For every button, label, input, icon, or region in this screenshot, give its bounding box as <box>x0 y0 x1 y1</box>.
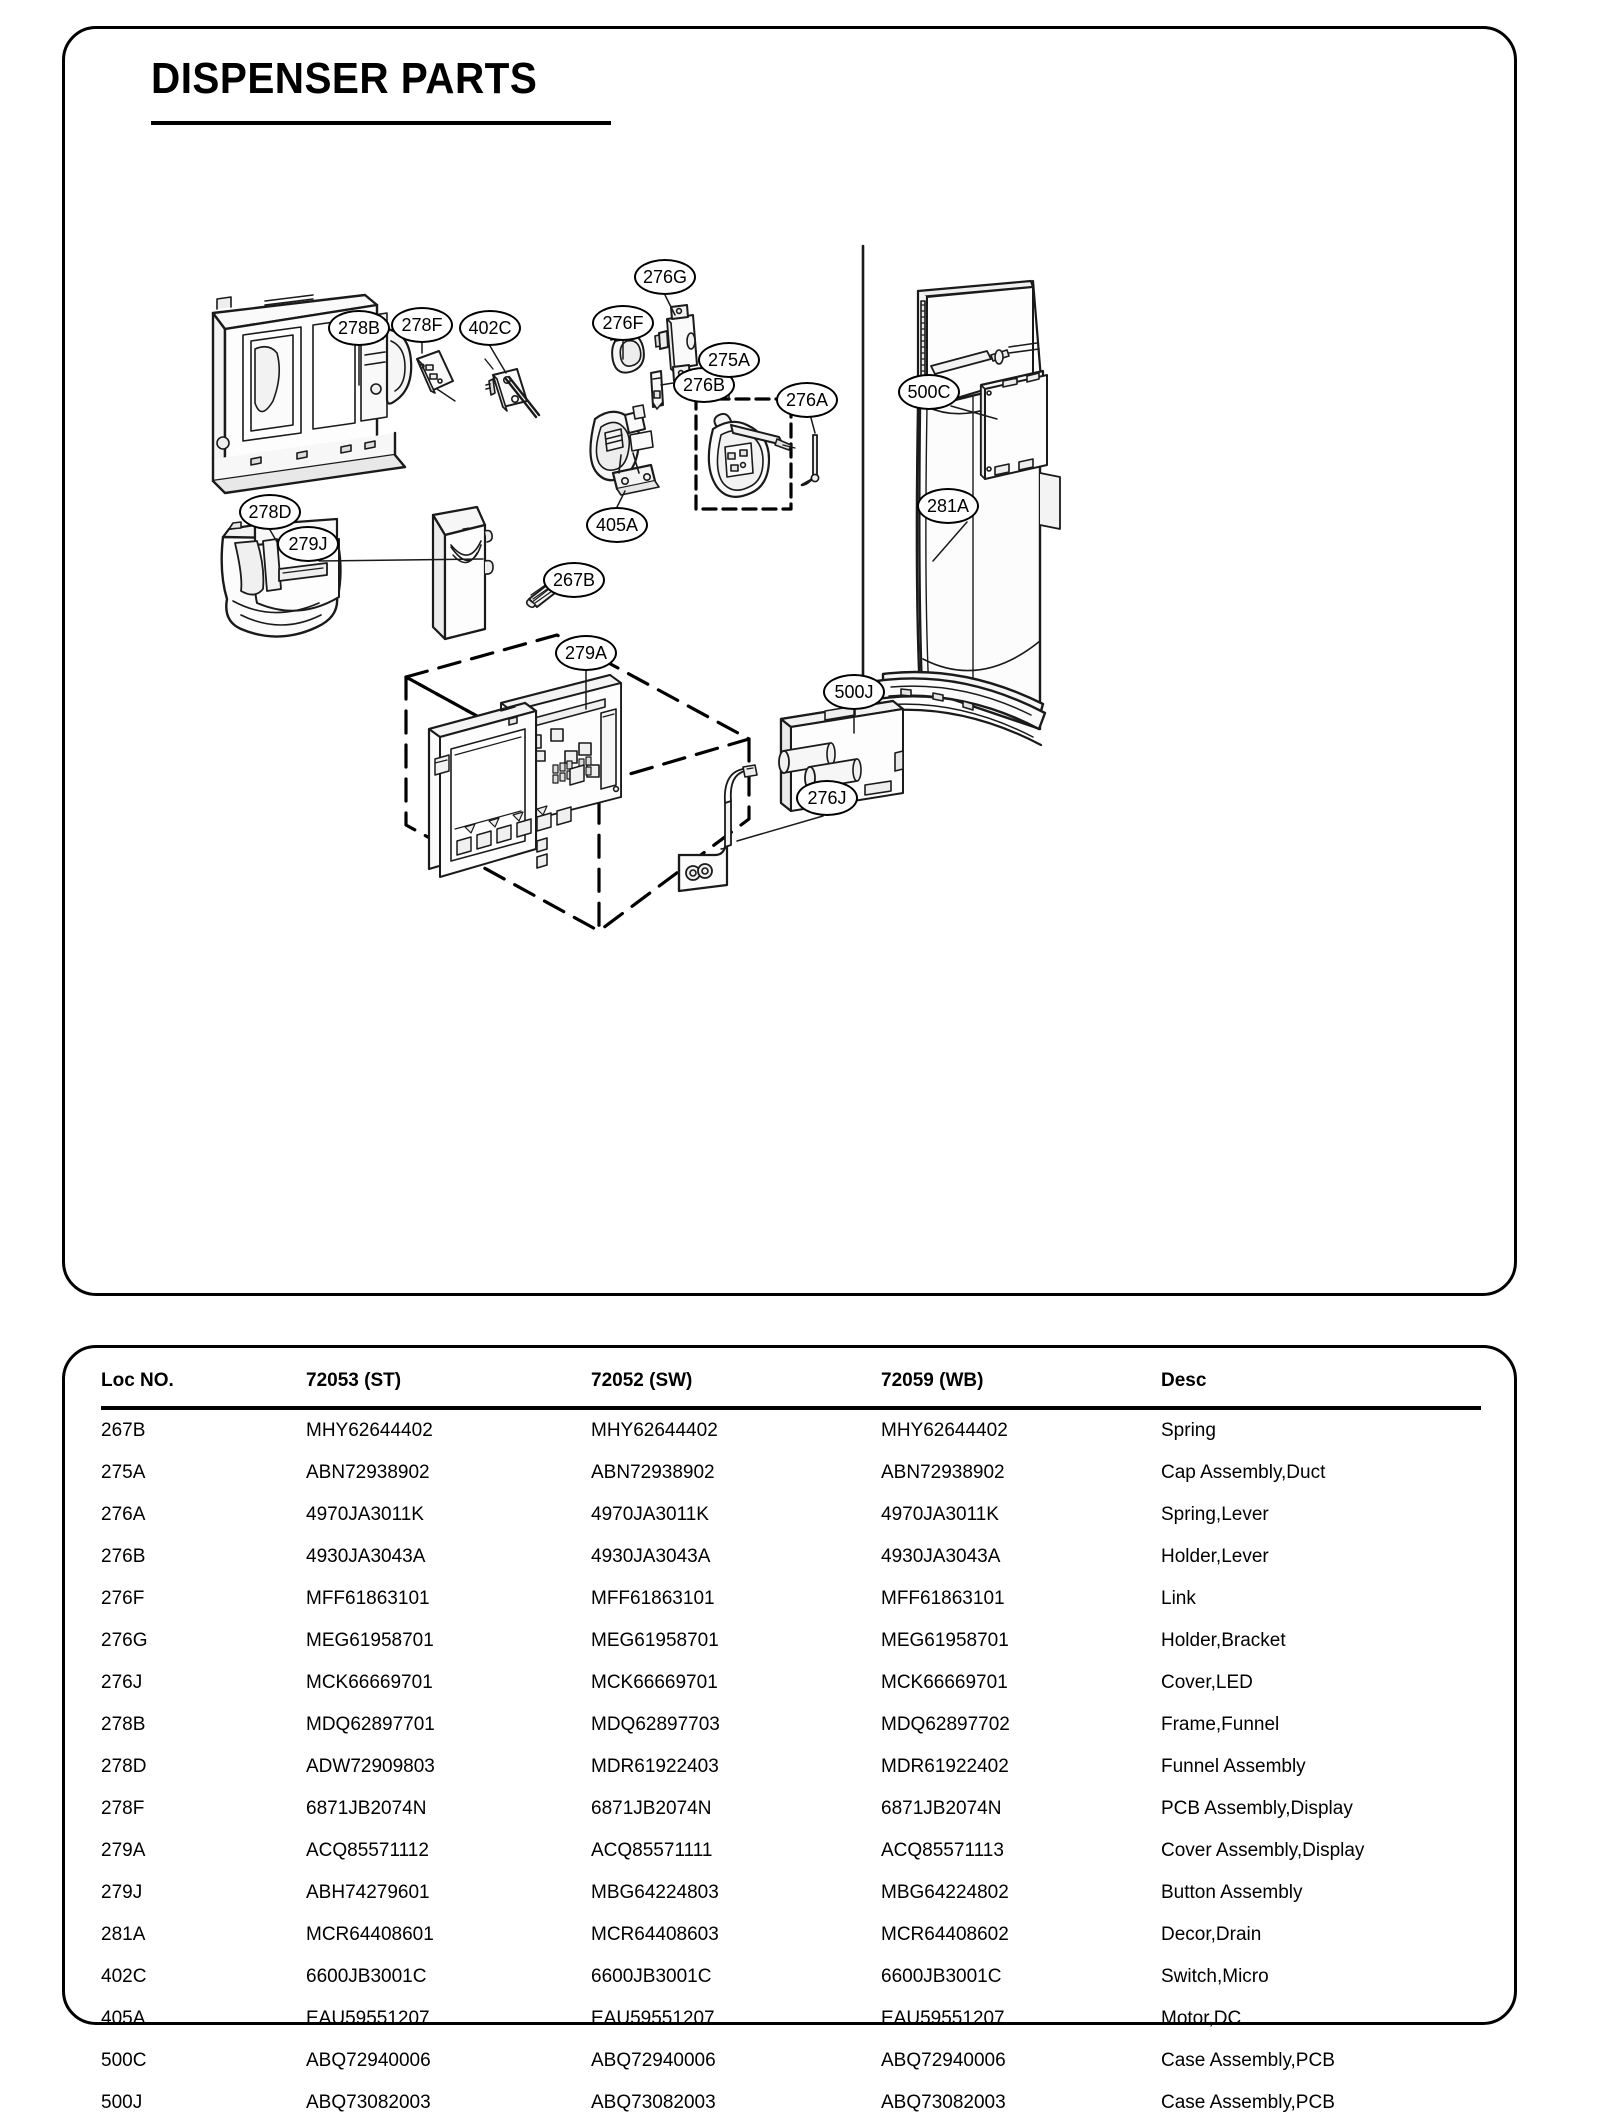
page-title: DISPENSER PARTS <box>151 54 538 103</box>
cell-loc: 402C <box>101 1966 147 1987</box>
table-row <box>101 1536 1481 1578</box>
cell-st: MHY62644402 <box>306 1420 433 1441</box>
callout-label: 279A <box>564 643 608 663</box>
cell-sw: EAU59551207 <box>591 2008 715 2029</box>
callout-label: 276A <box>785 390 829 410</box>
cell-st: MCR64408601 <box>306 1924 434 1945</box>
callout-267b[interactable] <box>543 562 605 598</box>
callout-278f[interactable] <box>391 307 453 343</box>
parts-table-body <box>101 1408 1481 2124</box>
cell-sw: MHY62644402 <box>591 1420 718 1441</box>
callout-label: 281A <box>926 496 970 516</box>
exploded-view-drawing <box>65 29 1520 1299</box>
cell-sw: MBG64224803 <box>591 1882 719 1903</box>
table-row <box>101 1914 1481 1956</box>
cell-loc: 500J <box>101 2092 143 2113</box>
cell-sw: ABQ73082003 <box>591 2092 716 2113</box>
cell-sw: ABN72938902 <box>591 1462 715 1483</box>
table-row <box>101 2082 1481 2124</box>
cell-loc: 278F <box>101 1798 145 1819</box>
parts-table <box>101 1370 1481 2124</box>
leader-276a <box>811 418 815 433</box>
cell-desc: Decor,Drain <box>1161 1924 1262 1945</box>
cell-st: EAU59551207 <box>306 2008 430 2029</box>
cell-loc: 279A <box>101 1840 146 1861</box>
leader-276g <box>665 295 675 315</box>
cell-st: MEG61958701 <box>306 1630 434 1651</box>
part-402c-switch-micro <box>485 359 539 417</box>
callout-label: 278D <box>248 502 292 522</box>
cell-loc: 278B <box>101 1714 146 1735</box>
callout-label: 276B <box>682 375 726 395</box>
cell-wb: MCR64408602 <box>881 1924 1009 1945</box>
callout-label: 279J <box>288 534 328 554</box>
table-row <box>101 1788 1481 1830</box>
part-276a-spring-lever <box>802 435 819 485</box>
cell-sw: 4930JA3043A <box>591 1546 711 1567</box>
cell-wb: 4930JA3043A <box>881 1546 1001 1567</box>
cell-desc: Holder,Bracket <box>1161 1630 1286 1651</box>
callout-278d[interactable] <box>239 494 301 530</box>
callout-label: 402C <box>468 318 512 338</box>
cell-desc: Spring <box>1161 1420 1216 1441</box>
cell-sw: MCR64408603 <box>591 1924 719 1945</box>
callout-label: 405A <box>595 515 639 535</box>
cell-wb: ACQ85571113 <box>881 1840 1004 1861</box>
cell-sw: MDQ62897703 <box>591 1714 720 1735</box>
callout-label: 500J <box>834 682 874 702</box>
cell-sw: MDR61922403 <box>591 1756 719 1777</box>
cell-st: ACQ85571112 <box>306 1840 429 1861</box>
cell-loc: 276G <box>101 1630 148 1651</box>
cell-wb: MHY62644402 <box>881 1420 1008 1441</box>
cell-wb: MDQ62897702 <box>881 1714 1010 1735</box>
cell-loc: 276B <box>101 1546 146 1567</box>
part-275a-cap-assembly-duct <box>709 414 795 497</box>
cell-sw: ABQ72940006 <box>591 2050 716 2071</box>
cell-loc: 500C <box>101 2050 147 2071</box>
cell-wb: ABN72938902 <box>881 1462 1005 1483</box>
part-278f-pcb-display <box>417 351 455 401</box>
table-row <box>101 1998 1481 2040</box>
table-row <box>101 1746 1481 1788</box>
cell-st: ABQ73082003 <box>306 2092 431 2113</box>
cell-loc: 267B <box>101 1420 146 1441</box>
cell-desc: Frame,Funnel <box>1161 1714 1280 1735</box>
callout-279j[interactable] <box>277 526 339 562</box>
cell-wb: MFF61863101 <box>881 1588 1005 1609</box>
cell-st: MFF61863101 <box>306 1588 430 1609</box>
cell-wb: 4970JA3011K <box>881 1504 999 1525</box>
cell-desc: Motor,DC <box>1161 2008 1242 2029</box>
callout-276a[interactable] <box>776 382 838 418</box>
callout-500j[interactable] <box>823 674 885 710</box>
cell-wb: MEG61958701 <box>881 1630 1009 1651</box>
cell-loc: 278D <box>101 1756 147 1777</box>
col-header-sw: 72052 (SW) <box>591 1370 693 1391</box>
table-header-row <box>101 1370 1481 1408</box>
cell-loc: 276F <box>101 1588 145 1609</box>
callout-label: 500C <box>907 382 951 402</box>
part-405a-motor-dc <box>590 405 659 495</box>
cell-desc: Cover Assembly,Display <box>1161 1840 1365 1861</box>
part-276j-cover-led <box>679 765 757 891</box>
cell-wb: EAU59551207 <box>881 2008 1005 2029</box>
cell-st: ABQ72940006 <box>306 2050 431 2071</box>
cell-desc: Cap Assembly,Duct <box>1161 1462 1326 1483</box>
cell-st: 4930JA3043A <box>306 1546 426 1567</box>
cell-loc: 275A <box>101 1462 146 1483</box>
callout-278b[interactable] <box>328 310 390 346</box>
table-row <box>101 1620 1481 1662</box>
table-row <box>101 1872 1481 1914</box>
cell-desc: Switch,Micro <box>1161 1966 1269 1987</box>
table-row <box>101 1830 1481 1872</box>
cell-loc: 276A <box>101 1504 146 1525</box>
cell-wb: ABQ72940006 <box>881 2050 1006 2071</box>
cell-wb: MBG64224802 <box>881 1882 1009 1903</box>
col-header-loc: Loc NO. <box>101 1370 174 1391</box>
leader-276b <box>661 383 673 385</box>
callout-405a[interactable] <box>586 507 648 543</box>
col-header-desc: Desc <box>1161 1370 1207 1391</box>
callout-276j[interactable] <box>796 780 858 816</box>
callout-label: 276F <box>602 313 644 333</box>
cell-loc: 405A <box>101 2008 146 2029</box>
cell-sw: 6600JB3001C <box>591 1966 712 1987</box>
cell-sw: MCK66669701 <box>591 1672 718 1693</box>
table-row <box>101 2040 1481 2082</box>
table-row <box>101 1956 1481 1998</box>
callout-label: 278B <box>337 318 381 338</box>
callout-402c[interactable] <box>459 310 521 346</box>
callout-label: 275A <box>707 350 751 370</box>
table-row <box>101 1452 1481 1494</box>
table-row <box>101 1494 1481 1536</box>
callout-275a[interactable] <box>698 342 760 378</box>
cell-desc: Holder,Lever <box>1161 1546 1269 1567</box>
callout-276g[interactable] <box>634 259 696 295</box>
cell-st: 6600JB3001C <box>306 1966 427 1987</box>
exploded-view-canvas <box>65 29 1520 1299</box>
cell-desc: PCB Assembly,Display <box>1161 1798 1353 1819</box>
col-header-st: 72053 (ST) <box>306 1370 402 1391</box>
part-276b-holder-lever <box>651 371 663 409</box>
table-row <box>101 1704 1481 1746</box>
parts-table-panel <box>62 1345 1517 2113</box>
cell-st: MDQ62897701 <box>306 1714 435 1735</box>
callout-279a[interactable] <box>555 635 617 671</box>
callout-label: 278F <box>401 315 443 335</box>
cell-st: ADW72909803 <box>306 1756 435 1777</box>
cell-loc: 276J <box>101 1672 143 1693</box>
cell-sw: 4970JA3011K <box>591 1504 709 1525</box>
cell-wb: 6871JB2074N <box>881 1798 1002 1819</box>
cell-desc: Case Assembly,PCB <box>1161 2050 1335 2071</box>
cell-st: ABH74279601 <box>306 1882 430 1903</box>
cell-wb: MCK66669701 <box>881 1672 1008 1693</box>
cell-sw: 6871JB2074N <box>591 1798 712 1819</box>
col-header-wb: 72059 (WB) <box>881 1370 984 1391</box>
cell-wb: 6600JB3001C <box>881 1966 1002 1987</box>
cell-desc: Cover,LED <box>1161 1672 1253 1693</box>
part-279j-button-assembly <box>433 507 493 639</box>
cell-st: 6871JB2074N <box>306 1798 427 1819</box>
callout-label: 276J <box>807 788 847 808</box>
callout-276f[interactable] <box>592 305 654 341</box>
cell-desc: Link <box>1161 1588 1196 1609</box>
callout-500c[interactable] <box>898 374 960 410</box>
callout-label: 267B <box>552 570 596 590</box>
cell-sw: MFF61863101 <box>591 1588 715 1609</box>
cell-st: ABN72938902 <box>306 1462 430 1483</box>
cell-wb: ABQ73082003 <box>881 2092 1006 2113</box>
cell-desc: Button Assembly <box>1161 1882 1303 1903</box>
callout-label: 276G <box>642 267 688 287</box>
cell-desc: Funnel Assembly <box>1161 1756 1306 1777</box>
cell-st: MCK66669701 <box>306 1672 433 1693</box>
cell-wb: MDR61922402 <box>881 1756 1009 1777</box>
cell-st: 4970JA3011K <box>306 1504 424 1525</box>
cell-loc: 279J <box>101 1882 143 1903</box>
diagram-panel <box>62 26 1517 1296</box>
table-row <box>101 1578 1481 1620</box>
cell-desc: Spring,Lever <box>1161 1504 1269 1525</box>
cell-sw: ACQ85571111 <box>591 1840 713 1861</box>
cell-desc: Case Assembly,PCB <box>1161 2092 1335 2113</box>
callout-281a[interactable] <box>917 488 979 524</box>
parts-table-head <box>101 1370 1481 1408</box>
cell-sw: MEG61958701 <box>591 1630 719 1651</box>
table-row <box>101 1408 1481 1452</box>
table-row <box>101 1662 1481 1704</box>
cell-loc: 281A <box>101 1924 146 1945</box>
